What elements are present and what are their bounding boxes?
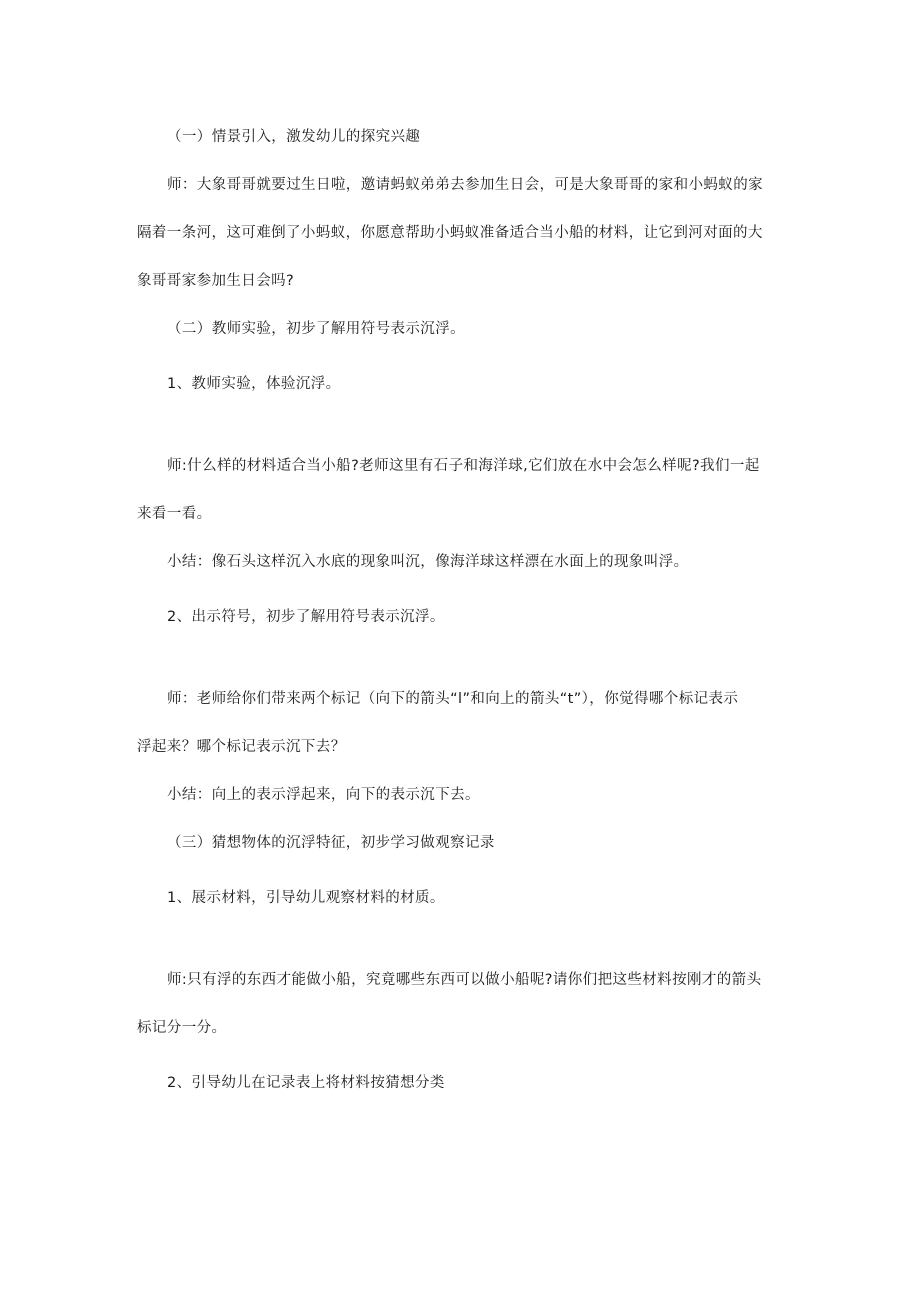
subsection-heading: 2、引导幼儿在记录表上将材料按猜想分类 <box>167 1075 445 1091</box>
summary-line: 小结：向上的表示浮起来，向下的表示沉下去。 <box>167 787 480 803</box>
section-heading-3: （三）猜想物体的沉浮特征，初步学习做观察记录 <box>167 835 495 851</box>
paragraph-line: 师：大象哥哥就要过生日啦，邀请蚂蚁弟弟去参加生日会，可是大象哥哥的家和小蚂蚁的家 <box>167 177 763 193</box>
paragraph-line: 师:只有浮的东西才能做小船，究竟哪些东西可以做小船呢?请你们把这些材料按刚才的箭头 <box>167 972 762 988</box>
paragraph-line: 隔着一条河，这可难倒了小蚂蚁，你愿意帮助小蚂蚁准备适合当小船的材料，让它到河对面的大 <box>137 225 763 241</box>
paragraph-line: 浮起来？哪个标记表示沉下去？ <box>137 739 346 755</box>
subsection-heading: 1、教师实验，体验沉浮。 <box>167 376 341 392</box>
paragraph-line: 象哥哥家参加生日会吗? <box>137 273 295 289</box>
paragraph-line: 师：老师给你们带来两个标记（向下的箭头“l”和向上的箭头“t”），你觉得哪个标记表示 <box>167 691 739 707</box>
subsection-heading: 1、展示材料，引导幼儿观察材料的材质。 <box>167 890 445 906</box>
paragraph-line: 师:什么样的材料适合当小船?老师这里有石子和海洋球,它们放在水中会怎么样呢?我们一起 <box>167 458 760 474</box>
section-heading-1: （一）情景引入，激发幼儿的探究兴趣 <box>167 129 421 145</box>
section-heading-2: （二）教师实验，初步了解用符号表示沉浮。 <box>167 321 465 337</box>
paragraph-line: 标记分一分。 <box>137 1020 227 1036</box>
summary-line: 小结：像石头这样沉入水底的现象叫沉，像海洋球这样漂在水面上的现象叫浮。 <box>167 554 689 570</box>
paragraph-line: 来看一看。 <box>137 506 212 522</box>
subsection-heading: 2、出示符号，初步了解用符号表示沉浮。 <box>167 609 445 625</box>
